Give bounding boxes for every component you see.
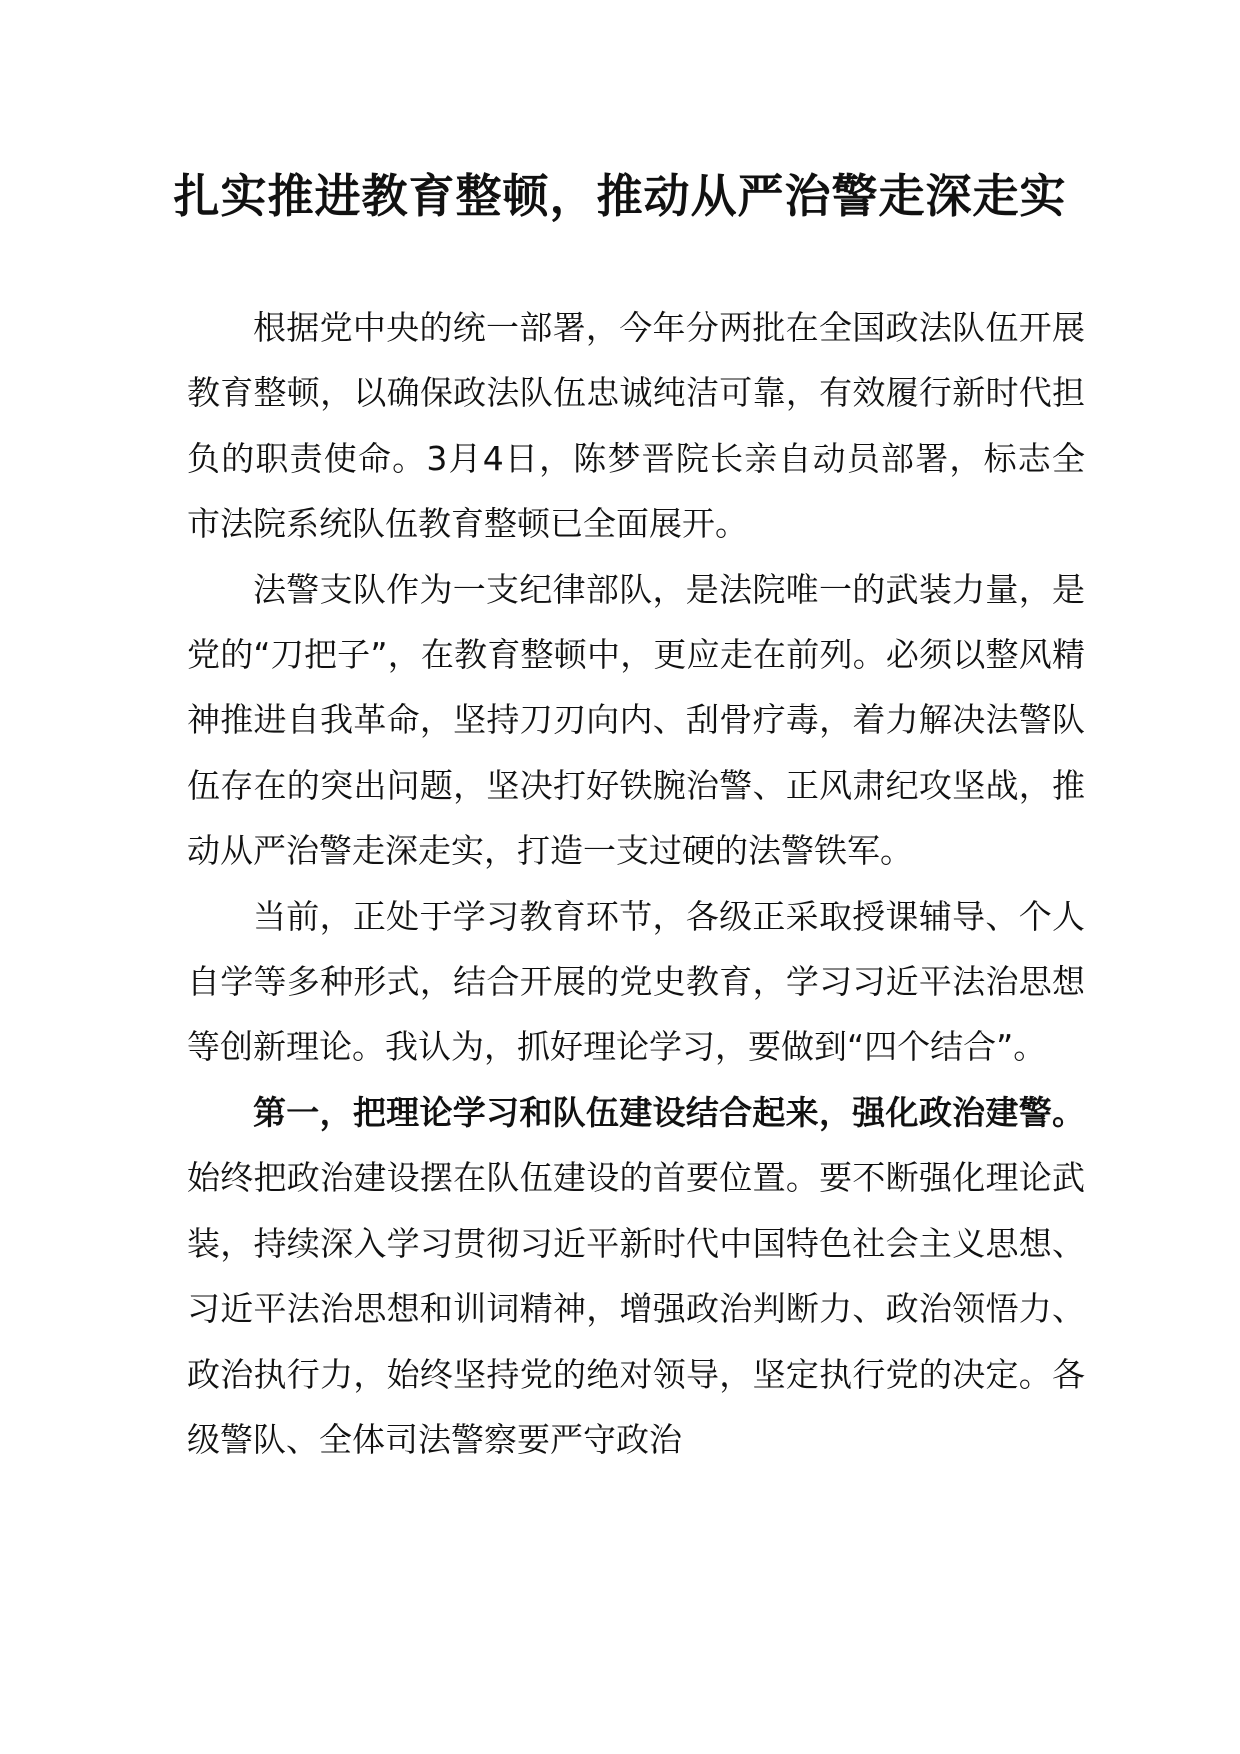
document-title: 扎实推进教育整顿，推动从严治警走深走实 [173,169,1067,223]
paragraph-3 [187,884,1085,1080]
paragraph-text: 始终把政治建设摆在队伍建设的首要位置。要不断强化理论武装，持续深入学习贯彻习近平新时代中国特色社会主义思想、习近平法治思想和训词精神，增强政治判断力、政治领悟力、政治执行力，始终坚持党的绝对领导，坚定执行党的决定。各级警队、全体司法警察要严守政治 [187,1158,1085,1459]
document-body [187,295,1085,1472]
paragraph-text: 根据党中央的统一部署，今年分两批在全国政法队伍开展教育整顿，以确保政法队伍忠诚纯洁可靠，有效履行新时代担负的职责使命。3月4日，陈梦晋院长亲自动员部署，标志全市法院系统队伍教育整顿已全面展开。 [187,308,1085,544]
paragraph-text: 当前，正处于学习教育环节，各级正采取授课辅导、个人自学等多种形式，结合开展的党史教育，学习习近平法治思想等创新理论。我认为，抓好理论学习，要做到“四个结合”。 [187,896,1085,1067]
paragraph-1 [187,295,1085,557]
paragraph-lead-bold: 第一，把理论学习和队伍建设结合起来，强化政治建警。 [253,1092,1085,1132]
paragraph-text: 法警支队作为一支纪律部队，是法院唯一的武装力量，是党的“刀把子”，在教育整顿中，更应走在前列。必须以整风精神推进自我革命，坚持刀刃向内、刮骨疗毒，着力解决法警队伍存在的突出问题，坚决打好铁腕治警、正风肃纪攻坚战，推动从严治警走深走实，打造一支过硬的法警铁军。 [187,569,1085,871]
paragraph-4 [187,1080,1085,1472]
paragraph-2 [187,557,1085,884]
